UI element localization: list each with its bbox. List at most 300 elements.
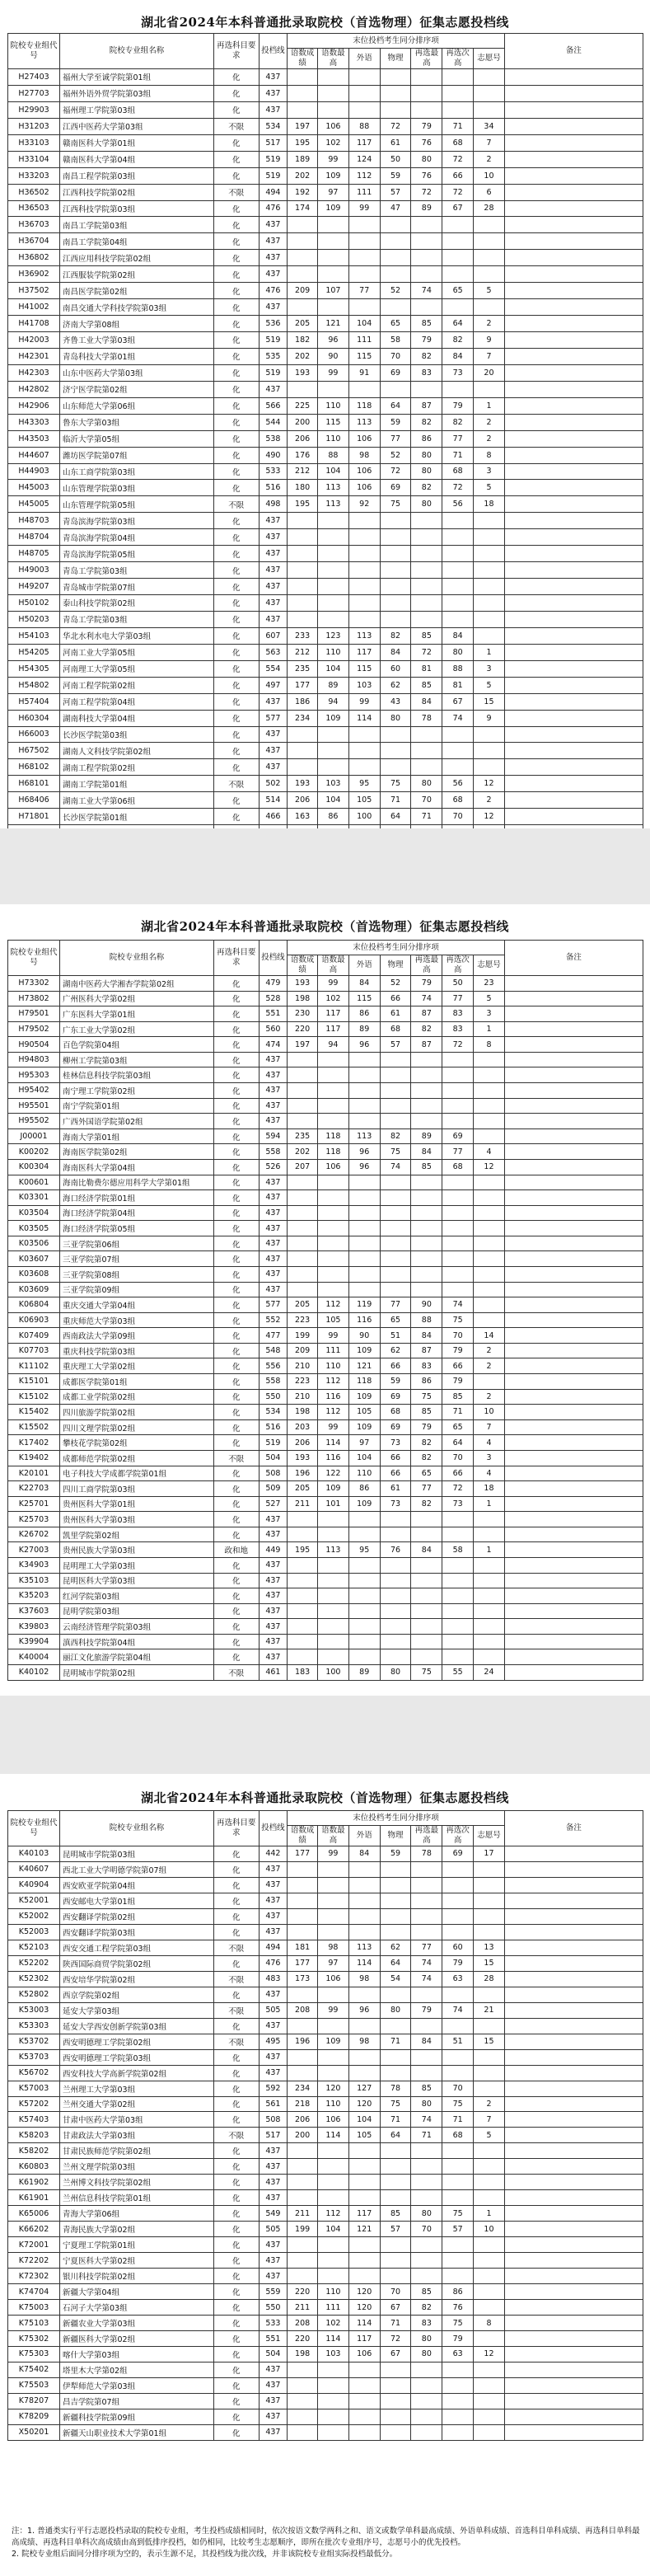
cell-wish [474, 101, 505, 118]
cell-physics: 84 [380, 644, 411, 660]
cell-name: 广州医科大学第02组 [60, 991, 214, 1006]
cell-name: 福州理工学院第03组 [60, 101, 214, 118]
cell-foreign: 121 [348, 2222, 380, 2237]
cell-chinese-math: 211 [288, 2300, 318, 2316]
cell-code: K61901 [8, 2190, 60, 2206]
cell-physics [380, 2393, 411, 2409]
cell-code: K53703 [8, 2049, 60, 2065]
cell-code: H71801 [8, 809, 60, 825]
cell-physics [380, 1114, 411, 1129]
cell-line: 437 [259, 1861, 288, 1877]
cell-subject: 化 [213, 283, 259, 299]
cell-max-cm [318, 1877, 349, 1893]
cell-remark [504, 1389, 643, 1405]
table-row [8, 1052, 643, 1067]
cell-line: 437 [259, 1603, 288, 1619]
cell-line: 526 [259, 1159, 288, 1175]
table-row [8, 167, 643, 184]
cell-remark [504, 217, 643, 233]
table-row [8, 217, 643, 233]
cell-chinese-math: 176 [288, 447, 318, 463]
cell-foreign: 98 [348, 2034, 380, 2049]
cell-subject: 化 [213, 397, 259, 414]
cell-subject: 不限 [213, 184, 259, 200]
cell-name: 江西科技学院第03组 [60, 200, 214, 217]
cell-line: 559 [259, 2284, 288, 2300]
cell-foreign [348, 1877, 380, 1893]
cell-max-cm [318, 2269, 349, 2284]
cell-subject: 化 [213, 1496, 259, 1512]
cell-chinese-math [288, 2159, 318, 2175]
cell-second-low: 64 [442, 316, 474, 332]
cell-second-low: 66 [442, 1358, 474, 1374]
cell-physics: 66 [380, 991, 411, 1006]
table-row [8, 809, 643, 825]
cell-wish: 18 [474, 1481, 505, 1497]
cell-remark [504, 496, 643, 513]
cell-foreign [348, 529, 380, 546]
cell-foreign [348, 1175, 380, 1190]
cell-line: 495 [259, 2034, 288, 2049]
cell-line: 437 [259, 1527, 288, 1542]
cell-second-low [442, 2237, 474, 2253]
table-row [8, 562, 643, 579]
header-line: 投档线 [259, 1811, 288, 1846]
cell-chinese-math: 163 [288, 809, 318, 825]
cell-chinese-math: 207 [288, 1159, 318, 1175]
cell-second-low [442, 1908, 474, 1924]
cell-code: X50201 [8, 2424, 60, 2440]
cell-code: K40904 [8, 1877, 60, 1893]
cell-code: K40102 [8, 1665, 60, 1681]
cell-second-low [442, 1251, 474, 1267]
cell-max-cm [318, 1052, 349, 1067]
cell-code: H49207 [8, 579, 60, 595]
cell-subject: 化 [213, 2347, 259, 2363]
cell-physics [380, 1052, 411, 1067]
cell-physics [380, 2269, 411, 2284]
cell-chinese-math [288, 2409, 318, 2424]
cell-remark [504, 2190, 643, 2206]
cell-subject: 化 [213, 1083, 259, 1099]
cell-foreign [348, 726, 380, 743]
header-max-cm: 语数最高 [318, 955, 349, 976]
cell-second-low: 75 [442, 2316, 474, 2331]
cell-line: 554 [259, 660, 288, 677]
cell-name: 西安邮电大学第01组 [60, 1893, 214, 1908]
cell-max-cm: 103 [318, 776, 349, 792]
table-row [8, 2096, 643, 2112]
cell-subject: 化 [213, 1052, 259, 1067]
cell-code: H60304 [8, 710, 60, 726]
table-row [8, 2081, 643, 2096]
cell-line: 577 [259, 1297, 288, 1313]
cell-wish: 8 [474, 2316, 505, 2331]
cell-max-cm: 99 [318, 976, 349, 992]
cell-physics: 71 [380, 2112, 411, 2128]
cell-second-low [442, 101, 474, 118]
cell-code: K53003 [8, 2002, 60, 2018]
cell-wish [474, 1205, 505, 1221]
cell-code: K52202 [8, 1955, 60, 1971]
cell-subject: 化 [213, 2316, 259, 2331]
cell-code: K03505 [8, 1221, 60, 1236]
cell-second-low [442, 2424, 474, 2440]
cell-chinese-math [288, 2393, 318, 2409]
cell-name: 西安交通工程学院第03组 [60, 1940, 214, 1955]
cell-physics [380, 1175, 411, 1190]
header-remark: 备注 [504, 34, 643, 69]
cell-second-high: 74 [411, 1955, 442, 1971]
cell-foreign: 118 [348, 1374, 380, 1390]
cell-name: 凯里学院第02组 [60, 1527, 214, 1542]
cell-second-low: 77 [442, 991, 474, 1006]
cell-max-cm: 113 [318, 1542, 349, 1558]
header-foreign: 外语 [348, 1826, 380, 1846]
cell-remark [504, 1588, 643, 1604]
cell-foreign [348, 1619, 380, 1635]
page-1 [0, 0, 650, 828]
cell-remark [504, 1603, 643, 1619]
cell-max-cm: 90 [318, 348, 349, 364]
cell-code: H90504 [8, 1037, 60, 1053]
table-row [8, 1619, 643, 1635]
cell-second-high [411, 1649, 442, 1665]
cell-physics [380, 1190, 411, 1206]
cell-second-low [442, 546, 474, 562]
cell-remark [504, 1175, 643, 1190]
cell-second-low [442, 1052, 474, 1067]
cell-second-high: 78 [411, 1846, 442, 1862]
cell-wish: 4 [474, 1144, 505, 1160]
cell-foreign [348, 1573, 380, 1588]
cell-name: 江西科技学院第02组 [60, 184, 214, 200]
cell-physics: 80 [380, 710, 411, 726]
cell-wish [474, 1374, 505, 1390]
cell-code: H36703 [8, 217, 60, 233]
cell-foreign: 120 [348, 2300, 380, 2316]
cell-chinese-math [288, 1083, 318, 1099]
table-row [8, 1006, 643, 1022]
cell-remark [504, 2284, 643, 2300]
cell-foreign [348, 299, 380, 316]
cell-physics [380, 1282, 411, 1297]
cell-chinese-math: 198 [288, 1405, 318, 1420]
cell-subject: 化 [213, 1481, 259, 1497]
table-row [8, 611, 643, 627]
cell-wish [474, 1114, 505, 1129]
cell-max-cm [318, 1205, 349, 1221]
footnotes [12, 2526, 646, 2560]
table-row [8, 1419, 643, 1435]
cell-second-low: 74 [442, 1297, 474, 1313]
table-row [8, 480, 643, 496]
cell-wish [474, 1861, 505, 1877]
cell-code: H33104 [8, 151, 60, 167]
cell-wish: 15 [474, 693, 505, 710]
table-row [8, 1282, 643, 1297]
cell-foreign: 84 [348, 976, 380, 992]
cell-name: 长沙医学院第01组 [60, 809, 214, 825]
cell-subject: 化 [213, 693, 259, 710]
table-row [8, 1987, 643, 2002]
cell-max-cm [318, 250, 349, 266]
cell-second-high [411, 1527, 442, 1542]
cell-max-cm: 110 [318, 644, 349, 660]
table-row [8, 1405, 643, 1420]
cell-code: H36802 [8, 250, 60, 266]
cell-subject: 化 [213, 1037, 259, 1053]
cell-line: 508 [259, 1466, 288, 1481]
cell-second-high: 87 [411, 1037, 442, 1053]
cell-code: H54103 [8, 627, 60, 644]
cell-physics [380, 1908, 411, 1924]
table-row [8, 2222, 643, 2237]
cell-name: 柳州工学院第03组 [60, 1052, 214, 1067]
cell-remark [504, 1846, 643, 1862]
cell-second-high [411, 266, 442, 283]
cell-subject: 化 [213, 480, 259, 496]
cell-code: K37603 [8, 1603, 60, 1619]
cell-second-low [442, 266, 474, 283]
cell-second-high [411, 1205, 442, 1221]
table-row [8, 1128, 643, 1144]
cell-physics [380, 2377, 411, 2393]
cell-wish [474, 1924, 505, 1940]
cell-code: H49003 [8, 562, 60, 579]
cell-wish: 3 [474, 1450, 505, 1466]
cell-foreign [348, 1251, 380, 1267]
cell-remark [504, 134, 643, 151]
cell-max-cm [318, 1634, 349, 1649]
cell-name: 成都工业学院第02组 [60, 1389, 214, 1405]
table-row [8, 726, 643, 743]
cell-physics: 60 [380, 660, 411, 677]
cell-name: 青岛滨海学院第04组 [60, 529, 214, 546]
cell-chinese-math: 235 [288, 1128, 318, 1144]
cell-subject: 不限 [213, 118, 259, 134]
cell-wish [474, 2362, 505, 2377]
table-row [8, 1877, 643, 1893]
cell-name: 潍坊医学院第07组 [60, 447, 214, 463]
cell-second-low: 69 [442, 1846, 474, 1862]
cell-code: K39904 [8, 1634, 60, 1649]
cell-chinese-math: 223 [288, 1374, 318, 1390]
table-row [8, 2175, 643, 2190]
cell-remark [504, 1251, 643, 1267]
table-row [8, 1266, 643, 1282]
cell-foreign: 96 [348, 1159, 380, 1175]
cell-wish: 5 [474, 480, 505, 496]
cell-line: 504 [259, 1450, 288, 1466]
cell-remark [504, 1052, 643, 1067]
cell-name: 重庆理工大学第02组 [60, 1358, 214, 1374]
cell-second-high [411, 1877, 442, 1893]
table-row [8, 743, 643, 759]
cell-wish: 12 [474, 809, 505, 825]
cell-wish [474, 217, 505, 233]
cell-wish [474, 546, 505, 562]
cell-name: 西安欧亚学院第04组 [60, 1877, 214, 1893]
cell-remark [504, 1619, 643, 1635]
cell-physics: 66 [380, 1450, 411, 1466]
cell-wish [474, 595, 505, 612]
cell-second-low: 50 [442, 976, 474, 992]
cell-remark [504, 2347, 643, 2363]
cell-chinese-math: 193 [288, 976, 318, 992]
cell-wish [474, 2424, 505, 2440]
cell-code: H41002 [8, 299, 60, 316]
cell-foreign [348, 2237, 380, 2253]
cell-max-cm [318, 2377, 349, 2393]
cell-code: H68406 [8, 792, 60, 809]
cell-remark [504, 480, 643, 496]
table-row [8, 118, 643, 134]
table-row [8, 332, 643, 349]
cell-physics [380, 726, 411, 743]
cell-second-high: 80 [411, 447, 442, 463]
cell-code: K52003 [8, 1924, 60, 1940]
cell-name: 华北水利水电大学第03组 [60, 627, 214, 644]
cell-subject: 化 [213, 2377, 259, 2393]
cell-second-high: 81 [411, 660, 442, 677]
cell-chinese-math: 186 [288, 693, 318, 710]
cell-subject: 化 [213, 1175, 259, 1190]
cell-wish: 7 [474, 1419, 505, 1435]
cell-wish [474, 1297, 505, 1313]
table-row [8, 2331, 643, 2347]
cell-subject: 化 [213, 2393, 259, 2409]
cell-second-high [411, 1603, 442, 1619]
cell-max-cm: 102 [318, 134, 349, 151]
cell-code: H31203 [8, 118, 60, 134]
table-row [8, 2316, 643, 2331]
cell-chinese-math [288, 759, 318, 776]
cell-remark [504, 414, 643, 430]
cell-second-low [442, 1236, 474, 1251]
cell-chinese-math [288, 2175, 318, 2190]
cell-name: 南昌工学院第04组 [60, 233, 214, 250]
cell-chinese-math: 205 [288, 1297, 318, 1313]
cell-chinese-math: 235 [288, 660, 318, 677]
cell-foreign: 98 [348, 447, 380, 463]
cell-line: 437 [259, 2065, 288, 2081]
cell-code: H57404 [8, 693, 60, 710]
cell-code: K03506 [8, 1236, 60, 1251]
cell-line: 560 [259, 1021, 288, 1037]
cell-max-cm: 94 [318, 693, 349, 710]
cell-chinese-math: 205 [288, 1481, 318, 1497]
cell-subject: 化 [213, 1649, 259, 1665]
cell-physics: 70 [380, 2284, 411, 2300]
cell-physics [380, 1557, 411, 1573]
cell-second-high: 80 [411, 2096, 442, 2112]
cell-line: 517 [259, 134, 288, 151]
cell-name: 昆明学院第03组 [60, 1603, 214, 1619]
cell-second-low [442, 1634, 474, 1649]
cell-line: 550 [259, 2300, 288, 2316]
cell-chinese-math [288, 2269, 318, 2284]
cell-name: 兰州交通大学第02组 [60, 2096, 214, 2112]
cell-second-high: 84 [411, 1144, 442, 1160]
table-row [8, 759, 643, 776]
cell-second-high: 74 [411, 2112, 442, 2128]
cell-second-low [442, 250, 474, 266]
cell-name: 贵州医科大学第03组 [60, 1512, 214, 1527]
table-row [8, 430, 643, 447]
cell-max-cm: 94 [318, 1037, 349, 1053]
cell-second-high [411, 2175, 442, 2190]
cell-second-high: 74 [411, 991, 442, 1006]
cell-remark [504, 1877, 643, 1893]
cell-subject: 化 [213, 1006, 259, 1022]
cell-max-cm: 99 [318, 364, 349, 381]
cell-chinese-math [288, 2065, 318, 2081]
cell-max-cm: 114 [318, 2128, 349, 2143]
cell-name: 福州大学至诚学院第01组 [60, 69, 214, 86]
cell-remark [504, 283, 643, 299]
cell-second-low [442, 2018, 474, 2034]
cell-physics: 54 [380, 1971, 411, 1987]
cell-wish: 2 [474, 1343, 505, 1358]
cell-remark [504, 644, 643, 660]
cell-max-cm [318, 2362, 349, 2377]
page-title: 湖北省2024年本科普通批录取院校（首选物理）征集志愿投档线 [141, 1790, 509, 1805]
cell-max-cm [318, 1603, 349, 1619]
table-row [8, 233, 643, 250]
cell-name: 三亚学院第09组 [60, 1282, 214, 1297]
cell-second-low [442, 1175, 474, 1190]
cell-remark [504, 118, 643, 134]
header-remark: 备注 [504, 941, 643, 976]
cell-second-low [442, 1205, 474, 1221]
cell-chinese-math [288, 1052, 318, 1067]
cell-code: H45003 [8, 480, 60, 496]
cell-second-high: 74 [411, 283, 442, 299]
cell-max-cm [318, 85, 349, 101]
cell-physics [380, 1861, 411, 1877]
cell-wish [474, 1128, 505, 1144]
cell-line: 527 [259, 1496, 288, 1512]
cell-name: 兰州文理学院第03组 [60, 2159, 214, 2175]
cell-second-high: 90 [411, 1297, 442, 1313]
cell-physics [380, 2190, 411, 2206]
cell-physics [380, 2362, 411, 2377]
cell-wish [474, 1190, 505, 1206]
cell-second-low: 68 [442, 792, 474, 809]
cell-line: 437 [259, 1619, 288, 1635]
cell-subject: 化 [213, 414, 259, 430]
cell-code: H36902 [8, 266, 60, 283]
table-row [8, 151, 643, 167]
cell-line: 536 [259, 316, 288, 332]
cell-code: H73802 [8, 991, 60, 1006]
header-max-cm: 语数最高 [318, 49, 349, 69]
cell-max-cm: 106 [318, 2112, 349, 2128]
cell-subject: 不限 [213, 1665, 259, 1681]
cell-wish: 4 [474, 1466, 505, 1481]
header-name: 院校专业组名称 [60, 941, 214, 976]
cell-second-low [442, 1083, 474, 1099]
cell-second-low [442, 562, 474, 579]
cell-line: 533 [259, 463, 288, 480]
cell-second-low: 55 [442, 1665, 474, 1681]
cell-subject: 化 [213, 1190, 259, 1206]
cell-chinese-math: 197 [288, 1037, 318, 1053]
cell-name: 桂林信息科技学院第03组 [60, 1067, 214, 1083]
cell-max-cm [318, 1893, 349, 1908]
table-row [8, 1527, 643, 1542]
